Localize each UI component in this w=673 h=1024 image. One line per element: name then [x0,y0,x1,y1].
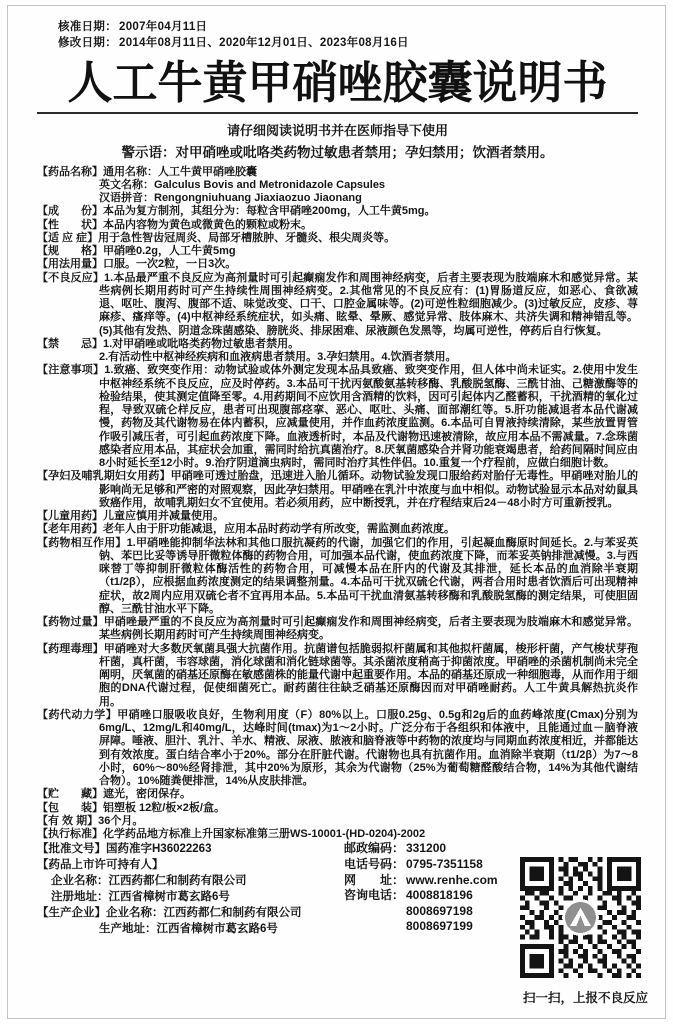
section-label: 【规 格】 [37,245,103,258]
section-text: 甲硝唑对大多数厌氧菌具强大抗菌作用。抗菌谱包括脆弱拟杆菌属和其他拟杆菌属，梭形杆菌，产气梭状芽孢杆菌，真杆菌，韦容球菌，消化球菌和消化链球菌等。其杀菌浓度稍高于抑菌浓度。甲硝唑的杀菌机制尚未完全阐明，厌氧菌的硝基还原酶在敏感菌株的能量代谢中起重要作用。本品的硝基还原成一种细胞毒，从而作用于细胞的DNA代谢过程，促使细菌死亡。耐药菌往往缺乏硝基还原酶因而对甲硝唑耐药。人工牛黄具解热抗炎作用。 [99,642,639,708]
revision-date-line [58,36,638,52]
section-text: 化学药品地方标准上升国家标准第三册WS-10001-(HD-0204)-2002 [103,828,426,841]
hotline-value: 8008697198 [406,903,473,918]
hotline-label: 咨询电话： [344,888,405,903]
section-standard [37,828,638,841]
generic-name: 通用名称：人工牛黄甲硝唑胶囊 [103,165,257,178]
section-indications [37,232,638,245]
section-text: 1.致癌、致突变作用：动物试验或体外测定发现本品具致癌、致突变作用，但人体中尚未证实。2.使用中发生中枢神经系统不良反应，应及时停药。3.本品可干扰丙氨酸氨基转移酶、乳酸脱氢酶、三酰甘油、己糖激酶等的检验结果，使其测定值降至零。4.用药期间不应饮用含酒精的饮料，因可引起体内乙醛蓄积，干扰酒精的氧化过程，导致双硫仑样反应，患者可出现腹部痉挛、恶心、呕吐、头痛、面部潮红等。5.肝功能减退者本品代谢减慢，药物及其代谢物易在体内蓄积，应减量使用，并作血药浓度监测。6.本品可自胃液持续清除，某些放置胃管作吸引减压者，可引起血药浓度下降。血液透析时，本品及代谢物迅速被清除，故应用本品不需减量。7.念珠菌感染者应用本品，其症状会加重，需同时给抗真菌治疗。8.厌氧菌感染合并肾功能衰竭患者，给药间隔时间应由8小时延长至12小时。9.治疗阴道滴虫病时，需同时治疗其性伴侣。10.重复一个疗程前，应做白细胞计数。 [99,364,638,470]
section-text: 甲硝唑0.2g，人工牛黄5mg [103,245,236,258]
section-text: 本品内容物为黄色或微黄色的颗粒或粉末。 [103,218,312,231]
revision-date-value: 2014年08月11日、2020年12月01日、2023年08月16日 [119,36,409,49]
qr-code [517,857,644,978]
section-dosage [37,258,638,271]
phone-value: 0795-7351158 [406,857,483,872]
phone-label: 电话号码： [344,857,405,872]
section-text: 1.甲硝唑能抑制华法林和其他口服抗凝药的代谢，加强它们的作用，引起凝血酶原时间延长。2.与苯妥英钠、苯巴比妥等诱导肝微粒体酶的药物合用，可加强本品代谢，使血药浓度下降，而苯妥英钠排泄减慢。3.与西咪替丁等抑制肝微粒体酶活性的药物合用，可减慢本品在肝内的代谢及其排泄，延长本品的血消除半衰期（t1/2β），应根据血药浓度测定的结果调整剂量。4.本品可干扰双硫仑代谢，两者合用时患者饮酒后可出现精神症状，故2周内应用双硫仑者不宜再用本品。5.本品可干扰血清氨基转移酶和乳酸脱氢酶的测定结果，可使胆固醇、三酰甘油水平下降。 [99,536,638,615]
hotline-row [344,919,524,935]
leaflet-sections [37,166,638,842]
section-label: 【批准文号】 [37,843,106,856]
section-drug-name [37,166,638,206]
title-divider [37,112,638,114]
section-pharmacology-toxicology [37,643,638,709]
license-holder-address: 注册地址：江西省樟树市葛玄路6号 [51,891,230,904]
phone-row [344,857,524,873]
section-approval-number [37,841,337,857]
section-packaging [37,802,638,815]
warning-statement: 警示语：对甲硝唑或吡咯类药物过敏患者禁用；孕妇禁用；饮酒者禁用。 [121,144,554,160]
section-manufacturer [37,905,337,921]
section-label: 【执行标准】 [37,828,103,841]
section-composition [37,205,638,218]
website-row [344,873,524,889]
section-label: 【孕妇及哺乳期妇女用药】 [37,470,171,483]
section-text: 儿童应慎用并减量使用。 [103,510,224,523]
english-name: 英文名称：Galculus Bovis and Metronidazole Capsules [99,178,386,191]
hotline-value: 4008818196 [406,888,473,903]
section-strength [37,245,638,258]
page-title: 人工牛黄甲硝唑胶囊说明书 [67,57,608,108]
website-label: 网 址： [344,872,405,887]
approval-date-block [58,20,638,51]
license-holder-name: 企业名称：江西药都仁和制药有限公司 [51,875,247,888]
approval-number: 国药准字H36022263 [106,843,212,856]
section-text: 遮光，密闭保存。 [103,788,191,801]
section-license-holder [37,857,337,873]
postal-code-label: 邮政编码： [344,841,405,856]
qr-caption: 扫一扫，上报不良反应 [522,991,648,1005]
section-text: 本品为复方制剂，其组分为：每粒含甲硝唑200mg，人工牛黄5mg。 [103,205,436,218]
contact-block [344,841,524,935]
qr-code-image [517,857,644,978]
section-text: 甲硝唑口服吸收良好，生物利用度（F）80%以上。口服0.25g、0.5g和2g后的血药峰浓度(Cmax)分别为6mg/L、12mg/L和40mg/L，达峰时间(tmax)为1～2小时。广泛分布于各组织和体液中，且能通过血－脑脊液屏障。唾液、胆汁、乳汁、羊水、精液、尿液、脓液和脑脊液等中药物的浓度均与同期血药浓度相近，并都能达到有效浓度。蛋白结合率小于20%。部分在肝脏代谢。代谢物也具有抗菌作用。血消除半衰期（t1/2β）为7～8小时，60%～80%经肾排泄，其中20%为原形，其余为代谢物（25%为葡萄糖醛酸结合物，14%为其他代谢结合物）。10%随粪便排泄，14%从皮肤排泄。 [99,708,639,788]
section-label: 【性 状】 [37,218,103,231]
section-label: 【药品名称】 [37,165,103,178]
section-label: 【有 效 期】 [37,814,99,827]
manufacturer-address: 生产地址：江西省樟树市葛玄路6号 [99,923,278,936]
section-label: 【注意事项】 [37,364,105,377]
section-label: 【药物过量】 [37,616,104,629]
section-label: 【贮 藏】 [37,788,103,801]
hotline-row [344,904,524,920]
section-text: 甲硝唑最严重的不良反应为高剂量时可引起癫痫发作和周围神经病变，后者主要表现为肢端麻木和感觉异常。某些病例长期用药时可产生持续周围神经病变。 [99,616,639,642]
section-label: 【药理毒理】 [37,642,104,655]
postal-code-value: 331200 [406,841,447,856]
section-pediatric-use [37,510,638,523]
section-label: 【适 应 症】 [37,231,99,244]
section-shelf-life [37,815,638,828]
manufacturer-name: 企业名称：江西药都仁和制药有限公司 [106,907,302,920]
hotline-value: 8008697199 [406,919,473,934]
section-label: 【老年用药】 [37,523,103,536]
section-text: 1.对甲硝唑或吡咯类药物过敏患者禁用。 [103,337,300,350]
section-drug-interactions [37,537,638,617]
hotline-row [344,888,524,904]
section-text: 2.有活动性中枢神经疾病和血液病患者禁用。3.孕妇禁用。4.饮酒者禁用。 [99,351,457,364]
section-label: 【生产企业】 [37,907,106,920]
section-label: 【用法用量】 [37,258,103,271]
section-storage [37,788,638,801]
section-text: 甲硝唑可透过胎盘，迅速进入胎儿循环。动物试验发现口服给药对胎仔无毒性。甲硝唑对胎儿的影响尚无足够和严密的对照观察，因此孕妇禁用。甲硝唑在乳汁中浓度与血中相似。动物试验显示本品对幼鼠具致癌作用，故哺乳期妇女不宜使用。若必须用药，应中断授乳，并在疗程结束后24－48小时方可重新授乳。 [99,470,639,509]
section-adverse-reactions [37,272,638,338]
section-text: 用于急性智齿冠周炎、局部牙槽脓肿、牙髓炎、根尖周炎等。 [98,231,396,244]
section-text: 铝塑板 12粒/板×2板/盒。 [103,801,225,814]
approval-date-value: 2007年04月11日 [119,21,208,33]
section-description [37,219,638,232]
section-label: 【不良反应】 [37,271,104,284]
revision-date-label: 修改日期： [58,36,117,49]
approval-date-line [58,20,638,36]
section-pregnancy-lactation [37,470,638,510]
section-label: 【药代动力学】 [37,708,118,721]
section-precautions [37,364,638,470]
read-notice: 请仔细阅读说明书并在医师指导下使用 [226,122,448,138]
section-text: 36个月。 [98,814,144,827]
section-label: 【药品上市许可持有人】 [37,859,164,872]
section-label: 【成 份】 [37,205,103,218]
approval-date-label: 核准日期： [58,21,117,33]
section-text: 1.本品最严重不良反应为高剂量时可引起癫痫发作和周围神经病变，后者主要表现为肢端麻木和感觉异常。某些病例长期用药时可产生持续性周围神经病变。2.其他常见的不良反应有：(1)胃肠道反应，如恶心、食欲减退、呕吐、腹泻、腹部不适、味觉改变、口干、口腔金属味等。(2)可逆性粒细胞减少。(3)过敏反应，皮疹、荨麻疹、瘙痒等。(4)中枢神经系统症状，如头痛、眩晕、晕厥、感觉异常、肢体麻木、共济失调和精神错乱等。(5)其他有发热、阴道念珠菌感染、膀胱炎、排尿困难、尿液颜色发黑等，均属可逆性，停药后自行恢复。 [99,271,638,337]
section-geriatric-use [37,523,638,536]
section-contraindications [37,338,638,365]
section-text: 老年人由于肝功能减退，应用本品时药动学有所改变，需监测血药浓度。 [103,523,455,536]
section-label: 【药物相互作用】 [37,536,127,549]
qr-center-logo [564,901,598,935]
section-text: 口服。一次2粒，一日3次。 [103,258,237,271]
section-label: 【儿童用药】 [37,510,103,523]
pinyin-name: 汉语拼音：Rengongniuhuang Jiaxiaozuo Jiaonang [99,192,362,205]
section-pharmacokinetics [37,709,638,789]
section-overdose [37,616,638,643]
postal-code-row [344,841,524,857]
section-label: 【禁 忌】 [37,337,103,350]
section-label: 【包 装】 [37,801,103,814]
website-value: www.renhe.com [406,872,498,887]
footer-left-column [37,841,337,937]
